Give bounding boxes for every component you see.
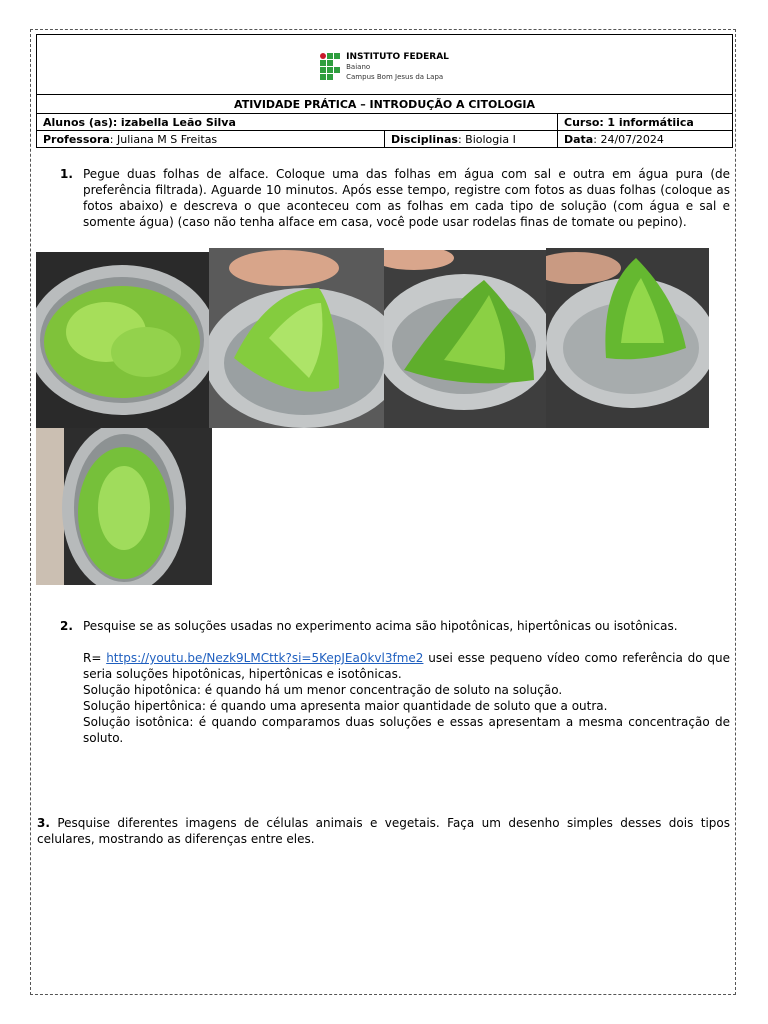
- if-logo-icon: [320, 53, 340, 80]
- institute-logo: [320, 52, 449, 82]
- header-table: [36, 34, 733, 148]
- teacher-label: Professora: [43, 132, 110, 146]
- students-value: izabella Leão Silva: [120, 115, 236, 129]
- students-cell: [37, 114, 558, 131]
- lettuce-photo-4: [546, 248, 709, 428]
- logo-cell: [37, 35, 733, 95]
- logo-campus: Campus Bom Jesus da Lapa: [346, 72, 444, 81]
- answer-2-intro: [83, 650, 730, 682]
- answer-text: usei esse pequeno vídeo como referência do que seria soluções hipotônicas, hipertônicas e isotônicas.: [83, 651, 731, 681]
- course-cell: [558, 114, 733, 131]
- course-label: Curso:: [564, 115, 604, 129]
- date-value: : 24/07/2024: [593, 132, 664, 146]
- question-3-number: 3.: [37, 816, 50, 830]
- discipline-value: : Biologia I: [457, 132, 516, 146]
- lettuce-photo-1: [36, 252, 209, 428]
- course-value: 1 informátiica: [607, 115, 694, 129]
- date-cell: [558, 131, 733, 148]
- hypertonic-definition: Solução hipertônica: é quando uma apresenta maior quantidade de soluto que a outra.: [83, 699, 608, 713]
- question-2-text: Pesquise se as soluções usadas no experimento acima são hipotônicas, hipertônicas ou isotônicas.: [83, 619, 678, 633]
- discipline-cell: [385, 131, 558, 148]
- logo-name: INSTITUTO FEDERAL: [346, 51, 449, 62]
- question-1: [60, 166, 730, 230]
- hypotonic-definition: Solução hipotônica: é quando há um menor concentração de soluto na solução.: [83, 683, 563, 697]
- lettuce-photo-5: [36, 428, 212, 585]
- document-title: ATIVIDADE PRÁTICA – INTRODUÇÃO A CITOLOGIA: [37, 95, 733, 114]
- answer-prefix: R=: [83, 651, 102, 665]
- date-label: Data: [564, 132, 594, 146]
- teacher-cell: [37, 131, 385, 148]
- lettuce-photo-2: [209, 248, 384, 428]
- logo-sub: Baiano: [346, 62, 371, 71]
- students-label: Alunos (as):: [43, 115, 118, 129]
- question-1-number: 1.: [60, 167, 73, 181]
- isotonic-definition: Solução isotônica: é quando comparamos duas soluções e essas apresentam a mesma concentração de soluto.: [83, 715, 730, 745]
- teacher-value: : Juliana M S Freitas: [109, 132, 218, 146]
- question-3-text: Pesquise diferentes imagens de células animais e vegetais. Faça um desenho simples desses dois tipos celulares, mostrando as diferenças entre eles.: [37, 816, 730, 846]
- question-2: [60, 618, 730, 746]
- discipline-label: Disciplinas: [391, 132, 458, 146]
- question-1-text: Pegue duas folhas de alface. Coloque uma das folhas em água com sal e outra em água pura (de preferência filtrada). Aguarde 10 minutos. Após esse tempo, registre com fotos as duas folhas (coloque as fotos abaixo) e descreva o que aconteceu com as folhas em cada tipo de solução (com água e sal e somente água) (caso não tenha alface em casa, você pode usar rodelas finas de tomate ou pepino).: [83, 167, 730, 229]
- lettuce-photo-3: [384, 250, 546, 428]
- question-2-number: 2.: [60, 619, 73, 633]
- youtube-link[interactable]: https://youtu.be/Nezk9LMCttk?si=5KepJEa0kvl3fme2: [106, 651, 424, 665]
- question-3: [37, 815, 730, 847]
